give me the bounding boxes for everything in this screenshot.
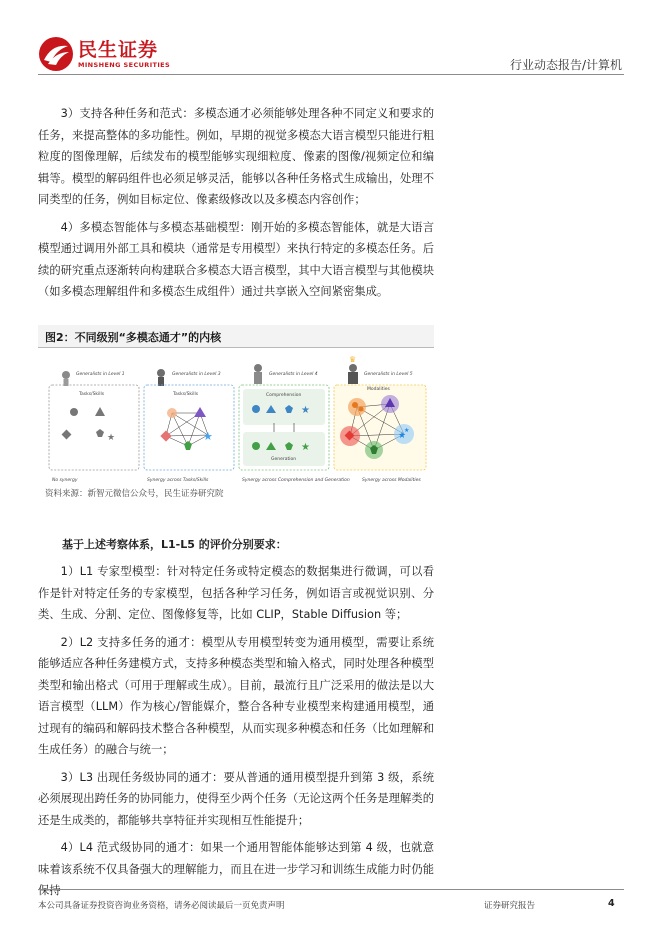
panel-label: Generalists in Level 4 [269, 372, 318, 377]
box-title: Tasks/Skills [79, 392, 105, 397]
logo-english-name: MINSHENG SECURITIES [78, 61, 171, 69]
star-shape: ★ [203, 430, 213, 443]
triangle-shape [95, 407, 105, 416]
panel-level-1 [49, 371, 139, 483]
figure-title: 图2：不同级别“多模态通才”的内核 [45, 331, 222, 344]
svg-text:★: ★ [404, 427, 410, 434]
footer-label: 证券研究报告 [484, 901, 536, 911]
header-divider [38, 74, 624, 75]
report-category: 行业动态报告/计算机 [509, 58, 622, 72]
panel-level-4 [239, 364, 350, 483]
section-heading: 基于上述考察体系，L1-L5 的评价分别要求： [62, 538, 287, 551]
paragraph-l4: 4）L4 范式级协同的通才：如果一个通用智能体能够达到第 4 级，也就意味着该系统不仅具备强大的理解能力，而且在进一步学习和训练生成能力时仍能保持 [38, 841, 434, 897]
robot-icon [349, 364, 357, 372]
body-text-bottom [38, 561, 434, 902]
box-title: Generation [271, 457, 297, 462]
star-shape: ★ [107, 433, 116, 443]
brand-logo [38, 36, 170, 72]
robot-icon [62, 371, 70, 379]
box-title: Comprehension [266, 393, 302, 398]
logo-chinese-name: 民生证券 [78, 39, 159, 61]
panel-level-5 [334, 355, 426, 483]
minsheng-logo-icon [38, 36, 74, 72]
body-text-top [38, 103, 434, 303]
panel-caption: Synergy across Modalities [362, 478, 421, 483]
paragraph-l2: 2）L2 支持多任务的通才：模型从专用模型转变为通用模型，需要让系统能够适应各种任务建模方式，支持多种模态类型和输入格式，同时处理各种模型类型和输出格式（可用于理解或生成）。目前，最流行且广泛采用的做法是以大语言模型（LLM）作为核心/智能媒介，整合各种专业模型来构建通用模型，通过现有的编码和解码技术整合各种模型，从而实现多种模态和任务（比如理解和生成任务）的融合与统一； [38, 635, 434, 756]
pentagon-shape [96, 429, 104, 437]
footer-divider [38, 889, 624, 890]
triangle-shape [194, 407, 206, 417]
panel-caption: No synergy [52, 478, 78, 483]
svg-text:★: ★ [398, 431, 407, 441]
paragraph-4: 4）多模态智能体与多模态基础模型：刚开始的多模态智能体，就是大语言模型通过调用外部工具和模块（通常是专用模型）来执行特定的多模态任务。后续的研究重点逐渐转向构建联合多模态大语言模型，其中大语言模型与其他模块（如多模态理解组件和多模态生成组件）通过共享嵌入空间紧密集成。 [38, 220, 434, 298]
panel-label: Generalists in Level 5 [364, 372, 413, 377]
diamond-shape [160, 430, 171, 441]
page-number: 4 [608, 898, 615, 909]
panel-label: Generalists in Level 3 [172, 372, 221, 377]
footer-disclaimer: 本公司具备证券投资咨询业务资格，请务必阅读最后一页免责声明 [38, 901, 285, 911]
paragraph-l3: 3）L3 出现任务级协同的通才：要从普通的通用模型提升到第 3 级，系统必须展现出跨任务的协同能力，使得至少两个任务（无论这两个任务是理解类的还是生成类的，都能够共享特征并实现相互性能提升； [38, 770, 434, 827]
box-title: Modalities [367, 387, 390, 392]
paragraph-3: 3）支持各种任务和范式：多模态通才必须能够处理各种不同定义和要求的任务，来提高整体的多功能性。例如，早期的视觉多模态大语言模型只能进行粗粒度的图像理解，后续发布的模型能够实现细粒度、像素的图像/视频定位和编辑等。模型的解码组件也必须足够灵活，能够以各种任务格式生成输出，处理不同类型的任务，例如目标定位、像素级修改以及多模态内容创作； [38, 107, 434, 206]
panel-label: Generalists in Level 1 [76, 372, 125, 377]
diamond-shape [62, 430, 72, 440]
svg-text:★: ★ [301, 442, 310, 453]
svg-text:★: ★ [301, 405, 310, 416]
figure-source: 资料来源：新智元微信公众号，民生证券研究院 [45, 489, 224, 499]
paragraph-l1: 1）L1 专家型模型：针对特定任务或特定模态的数据集进行微调，可以看作是针对特定任务的专家模型，包括各种学习任务，例如语言或视觉识别、分类、生成、分割、定位、图像修复等，比如 CLIP，Stable Diffusion 等； [38, 565, 434, 621]
robot-icon [157, 369, 165, 377]
box-title: Tasks/Skills [173, 392, 199, 397]
crown-icon: ♛ [349, 355, 357, 364]
panel-caption: Synergy across Comprehension and Generation [242, 478, 350, 483]
pentagon-shape [184, 441, 192, 450]
panel-level-3 [144, 369, 234, 483]
circle-shape [70, 408, 78, 416]
circle-shape [167, 408, 177, 418]
generalist-levels-figure [44, 350, 432, 484]
robot-icon [254, 364, 262, 372]
panel-caption: Synergy across Tasks/Skills [147, 478, 209, 483]
